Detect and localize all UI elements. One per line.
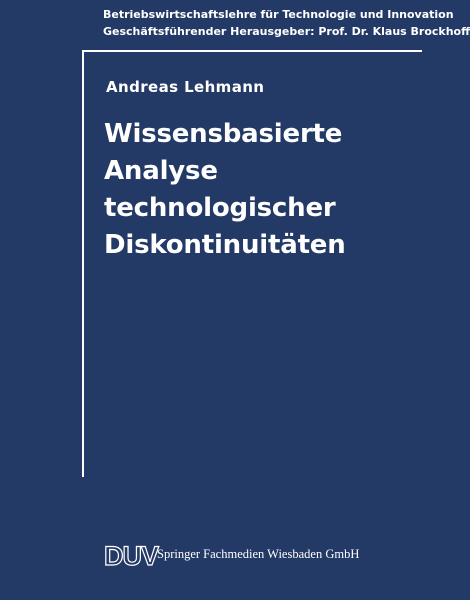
- book-title: [104, 116, 416, 264]
- svg-text:DUV: DUV: [104, 541, 159, 571]
- title-line: Wissensbasierte: [104, 119, 343, 149]
- title-line: Analyse: [104, 156, 218, 186]
- title-line: technologischer: [104, 193, 336, 223]
- publisher-imprint: [103, 536, 359, 572]
- author-name: Andreas Lehmann: [106, 78, 265, 96]
- publisher-name: Springer Fachmedien Wiesbaden GmbH: [157, 546, 360, 561]
- series-header: [103, 6, 470, 40]
- duv-logo-icon: [103, 538, 159, 571]
- series-title: Betriebswirtschaftslehre für Technologie und Innovation: [103, 8, 454, 21]
- series-editor: Geschäftsführender Herausgeber: Prof. Dr. Klaus Brockhoff: [103, 25, 470, 38]
- title-line: Diskontinuitäten: [104, 230, 346, 260]
